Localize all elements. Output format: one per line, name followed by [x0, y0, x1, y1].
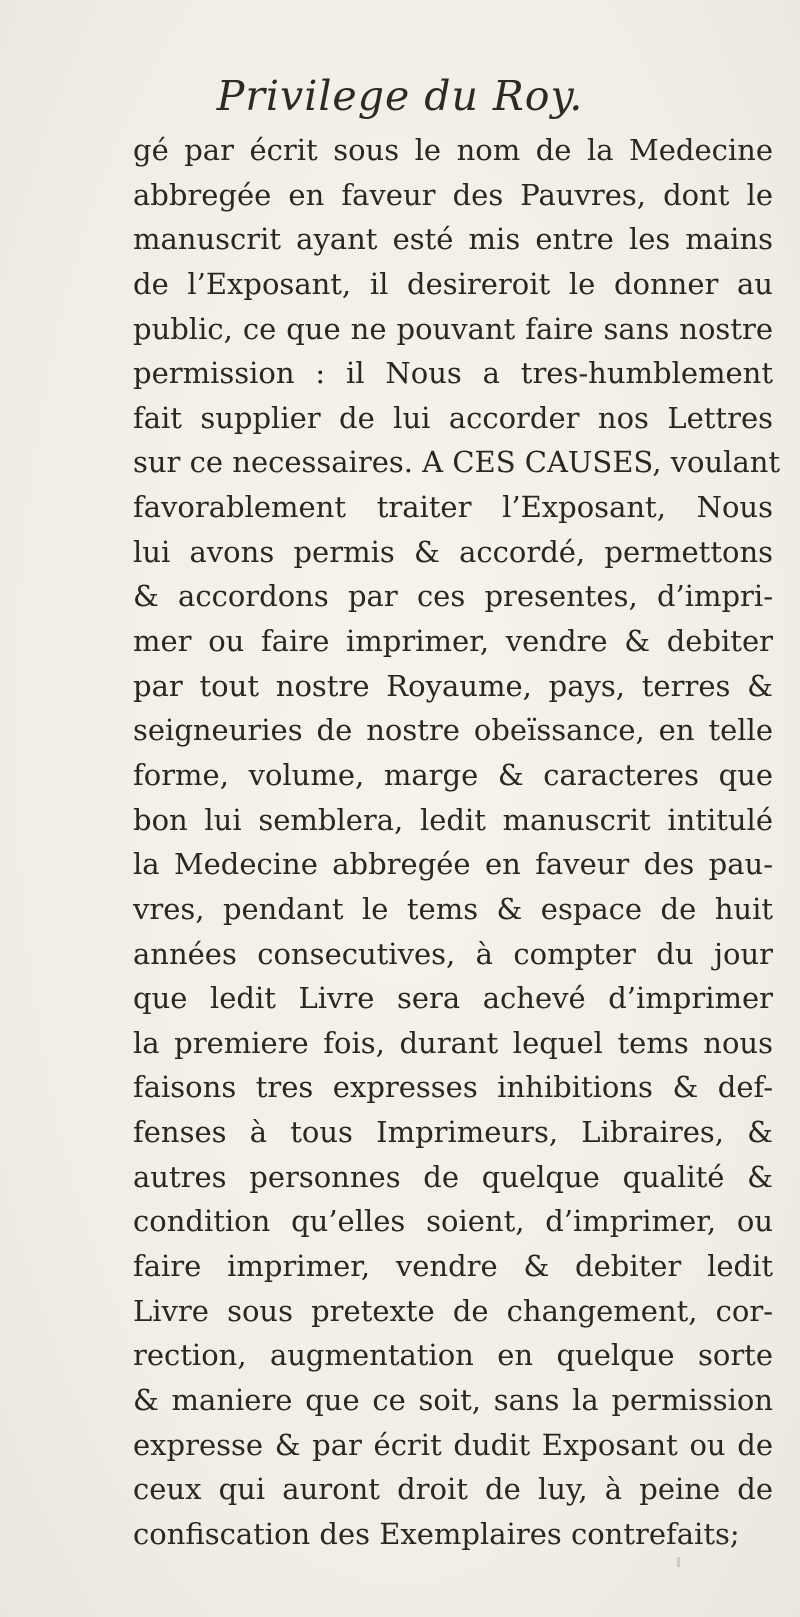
text-line: faisons tres expresses inhibitions & def-	[133, 1070, 773, 1105]
text-line: condition qu’elles soient, d’imprimer, ou	[133, 1204, 773, 1239]
text-line: la premiere fois, durant lequel tems nous	[133, 1025, 773, 1060]
text-line: public, ce que ne pouvant faire sans nostre	[133, 311, 773, 346]
text-line: seigneuries de nostre obeïssance, en telle	[133, 713, 773, 748]
text-line: sur ce necessaires. A CES CAUSES, voulant	[133, 445, 781, 480]
text-line: lui avons permis & accordé, permettons	[133, 534, 773, 569]
text-line: & accordons par ces presentes, d’impri-	[133, 579, 773, 614]
text-line: vres, pendant le tems & espace de huit	[133, 891, 773, 926]
text-line: forme, volume, marge & caracteres que	[133, 757, 773, 792]
text-line: abbregée en faveur des Pauvres, dont le	[133, 177, 773, 212]
text-line: faire imprimer, vendre & debiter ledit	[133, 1249, 773, 1284]
text-line: permission : il Nous a tres-humblement	[133, 356, 773, 391]
text-line: de l’Exposant, il desireroit le donner au	[133, 266, 773, 301]
text-line: bon lui semblera, ledit manuscrit intitulé	[133, 802, 773, 837]
text-line: années consecutives, à compter du jour	[133, 936, 773, 971]
text-line: expresse & par écrit dudit Exposant ou de	[133, 1427, 773, 1462]
text-line: & maniere que ce soit, sans la permission	[133, 1382, 773, 1417]
text-line: mer ou faire imprimer, vendre & debiter	[133, 624, 773, 659]
text-line: Livre sous pretexte de changement, cor-	[133, 1293, 773, 1328]
text-line: rection, augmentation en quelque sorte	[133, 1338, 773, 1373]
paper-speck	[677, 1557, 680, 1567]
text-line: confiscation des Exemplaires contrefaits;	[133, 1516, 740, 1551]
running-header: Privilege du Roy.	[216, 72, 584, 120]
text-line: que ledit Livre sera achevé d’imprimer	[133, 981, 773, 1016]
text-line: autres personnes de quelque qualité &	[133, 1159, 773, 1194]
text-line: favorablement traiter l’Exposant, Nous	[133, 490, 773, 525]
text-line: la Medecine abbregée en faveur des pau-	[133, 847, 773, 882]
text-line: gé par écrit sous le nom de la Medecine	[133, 133, 773, 167]
text-line: par tout nostre Royaume, pays, terres &	[133, 668, 773, 703]
text-line: fenses à tous Imprimeurs, Libraires, &	[133, 1115, 773, 1150]
body-text	[133, 128, 781, 1557]
text-line: ceux qui auront droit de luy, à peine de	[133, 1472, 773, 1507]
text-line: fait supplier de lui accorder nos Lettres	[133, 400, 773, 435]
text-line: manuscrit ayant esté mis entre les mains	[133, 222, 773, 257]
